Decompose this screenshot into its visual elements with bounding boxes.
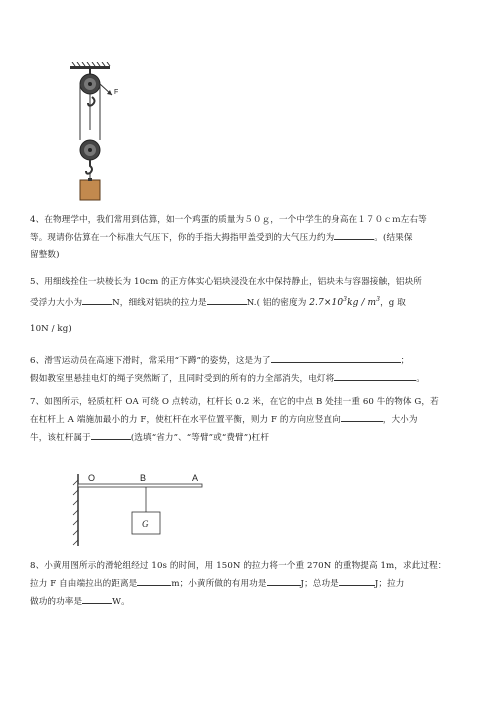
label-b: B — [140, 473, 147, 483]
force-label-f: F — [114, 89, 119, 96]
ceiling-bar — [70, 66, 110, 69]
q6-end-b: 。 — [416, 374, 425, 384]
q5-text-b2: N，细线对铝块的拉力是 — [112, 298, 207, 308]
q5-blank-buoyancy[interactable] — [82, 294, 112, 305]
label-a: A — [192, 473, 199, 483]
q6-text-a: 6、滑雪运动员在高速下滑时，常采用“下蹲”的姿势，这是为了 — [30, 356, 271, 366]
q5-text-b1: 受浮力大小为 — [30, 298, 83, 308]
q6-blank-1[interactable] — [271, 352, 401, 363]
question-5 — [30, 274, 476, 338]
q5-density: $2.7\times 10^3kg / m^3$ — [309, 296, 381, 308]
weight-block — [80, 180, 100, 200]
q8-line-1: 8、小黄用图所示的滑轮组经过 10s 的时间，用 150N 的拉力将一个重 270N 的重物提高 1m，求此过程： — [30, 561, 447, 571]
q5-line-3: 10N / kg) — [30, 324, 72, 334]
q4-line-2 — [30, 229, 476, 247]
q5-text-b3: N.( 铝的密度为 — [246, 298, 307, 308]
q4-line-3: 留整数) — [30, 250, 60, 260]
q6-blank-2[interactable] — [334, 370, 416, 381]
q8-text-b4: J；拉力 — [374, 579, 405, 589]
q5-line-1: 5、用细线拴住一块棱长为 10cm 的正方体实心铝块浸没在水中保持静止，铝块未与容器接触，铝块所 — [30, 277, 422, 287]
q6-line-2 — [30, 370, 476, 388]
q8-text-b3: J；总功是 — [300, 579, 339, 589]
pulley-figure — [62, 62, 132, 202]
q7-line-1: 7、如图所示，轻质杠杆 OA 可绕 O 点转动，杠杆长 0.2 米，在它的中点 B 处挂一重 60 牛的物体 G，若 — [30, 397, 439, 407]
q5-line-2 — [30, 291, 476, 312]
q8-blank-total-work[interactable] — [339, 575, 375, 586]
q6-end-a: ； — [400, 356, 410, 366]
question-8 — [30, 558, 476, 611]
q8-text-b1: 拉力 F 自由端拉出的距离是 — [30, 579, 138, 589]
q7-text-b2: ，大小为 — [382, 415, 418, 425]
question-4 — [30, 212, 476, 264]
q7-line-3 — [30, 429, 476, 447]
question-6 — [30, 352, 476, 388]
q8-blank-power[interactable] — [82, 593, 112, 604]
label-o: O — [88, 473, 96, 483]
lever-figure — [70, 470, 220, 550]
q7-line-2 — [30, 411, 476, 429]
q8-blank-useful-work[interactable] — [267, 575, 301, 586]
question-7 — [30, 394, 476, 447]
label-g: G — [142, 519, 149, 529]
q7-text-c1: 牛，该杠杆属于 — [30, 433, 91, 443]
q7-text-c2: (选填“省力”、“等臂”或“费臂”)杠杆 — [130, 433, 270, 443]
q7-blank-type[interactable] — [91, 429, 131, 440]
q4-blank[interactable] — [334, 229, 374, 240]
q8-text-c2: W。 — [112, 597, 130, 607]
q7-blank-direction[interactable] — [341, 411, 383, 422]
q6-text-b: 假如教室里悬挂电灯的绳子突然断了，且同时受到的所有的力全部消失，电灯将 — [30, 374, 335, 384]
q8-line-3 — [30, 593, 476, 611]
q8-blank-distance[interactable] — [137, 575, 171, 586]
q5-text-b4: ，g 取 — [380, 298, 406, 308]
q8-text-b2: m；小黄所做的有用功是 — [171, 579, 267, 589]
q4-text-b: 等。现请你估算在一个标准大气压下，你的手指大拇指甲盖受到的大气压力约为 — [30, 233, 335, 243]
q7-text-b1: 在杠杆上 A 端施加最小的力 F，使杠杆在水平位置平衡，则力 F 的方向应竖直向 — [30, 415, 341, 425]
q5-blank-tension[interactable] — [207, 294, 247, 305]
q8-text-c1: 做功的功率是 — [30, 597, 83, 607]
q4-text-c: 。(结果保 — [374, 233, 413, 243]
q6-line-1 — [30, 352, 476, 370]
lever-bar — [78, 484, 202, 487]
q4-line-1: 4、在物理学中，我们常用到估算，如一个鸡蛋的质量为５０ｇ，一个中学生的身高在１７０ｃｍ左右等 — [30, 215, 427, 225]
q8-line-2 — [30, 575, 476, 593]
